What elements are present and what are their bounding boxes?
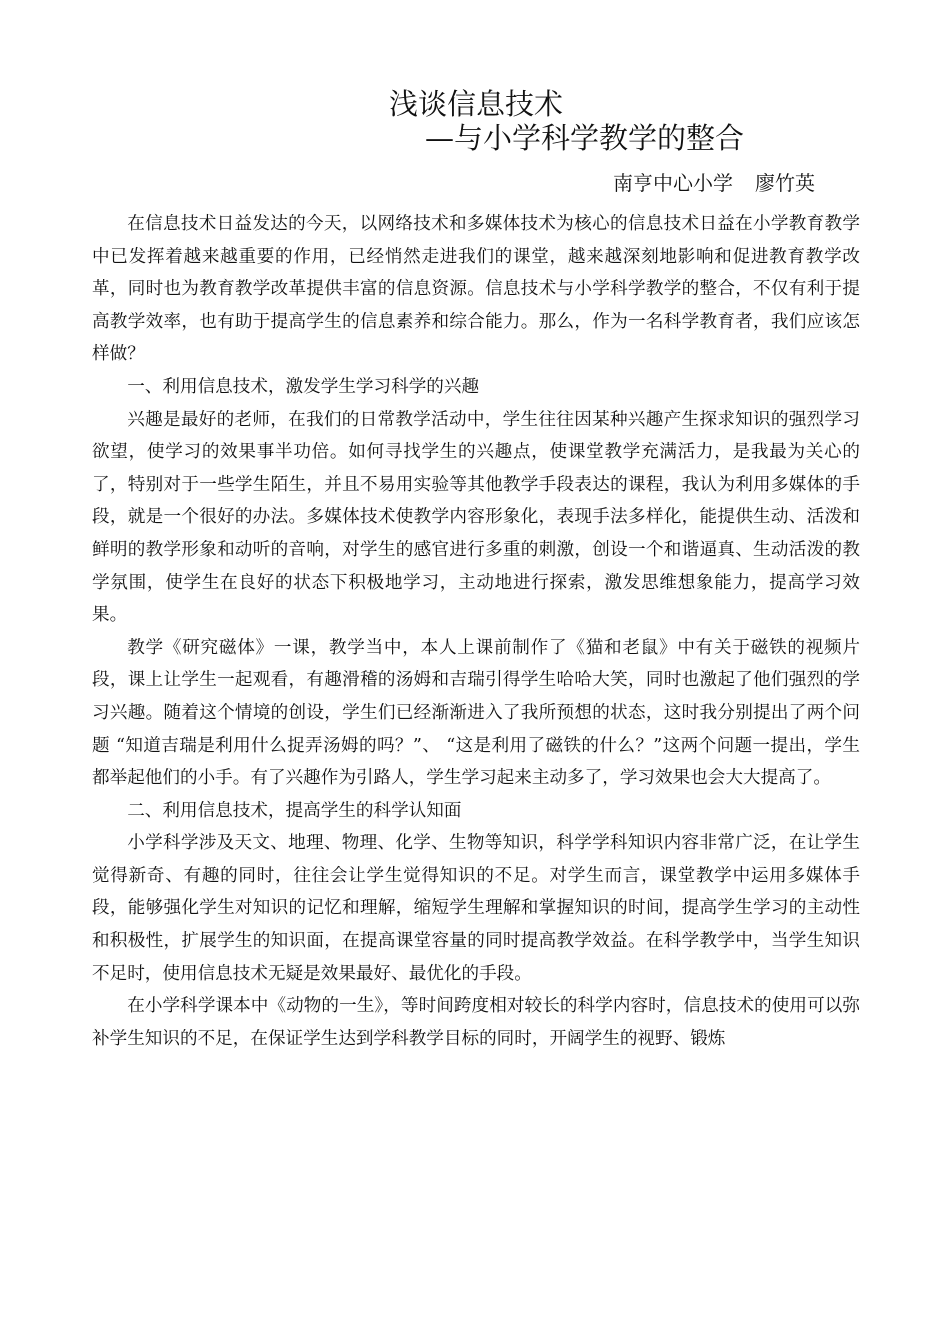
document-subtitle: —与小学科学教学的整合 — [425, 121, 745, 155]
author-name: 廖竹英 — [755, 171, 815, 195]
document-title: 浅谈信息技术 — [389, 87, 564, 121]
body-paragraph: 兴趣是最好的老师，在我们的日常教学活动中，学生往往因某种兴趣产生探求知识的强烈学习欲望，使学习的效果事半功倍。如何寻找学生的兴趣点，使课堂教学充满活力，是我最为关心的了，特别对于一些学生陌生，并且不易用实验等其他教学手段表达的课程，我认为利用多媒体的手段，就是一个很好的办法。多媒体技术使教学内容形象化，表现手法多样化，能提供生动、活泼和鲜明的教学形象和动听的音响，对学生的感官进行多重的刺激，创设一个和谐逼真、生动活泼的教学氛围，使学生在良好的状态下积极地学习，主动地进行探索，激发思维想象能力，提高学习效果。 — [92, 409, 860, 626]
document-body — [92, 208, 860, 1055]
body-paragraph: 小学科学涉及天文、地理、物理、化学、生物等知识，科学学科知识内容非常广泛，在让学生觉得新奇、有趣的同时，往往会让学生觉得知识的不足。对学生而言，课堂教学中运用多媒体手段，能够强化学生对知识的记忆和理解，缩短学生理解和掌握知识的时间，提高学生学习的主动性和积极性，扩展学生的知识面，在提高课堂容量的同时提高教学效益。在科学教学中，当学生知识不足时，使用信息技术无疑是效果最好、最优化的手段。 — [92, 833, 860, 984]
body-paragraph: 教学《研究磁体》一课，教学当中，本人上课前制作了《猫和老鼠》中有关于磁铁的视频片段，课上让学生一起观看，有趣滑稽的汤姆和吉瑞引得学生哈哈大笑，同时也激起了他们强烈的学习兴趣。随着这个情境的创设，学生们已经渐渐进入了我所预想的状态，这时我分别提出了两个问题 “知道吉瑞是利用什么捉弄汤姆的吗？”、 “这是利用了磁铁的什么？”这两个问题一提出，学生都举起他们的小手。有了兴趣作为引路人，学生学习起来主动多了，学习效果也会大大提高了。 — [92, 637, 860, 789]
section-heading-2: 二、利用信息技术，提高学生的科学认知面 — [127, 800, 462, 821]
section-heading-1: 一、利用信息技术，激发学生学习科学的兴趣 — [127, 376, 480, 397]
author-school: 南亨中心小学 — [613, 171, 733, 195]
intro-paragraph: 在信息技术日益发达的今天，以网络技术和多媒体技术为核心的信息技术日益在小学教育教学中已发挥着越来越重要的作用，已经悄然走进我们的课堂，越来越深刻地影响和促进教育教学改革，同时也为教育教学改革提供丰富的信息资源。信息技术与小学科学教学的整合，不仅有利于提高教学效率，也有助于提高学生的信息素养和综合能力。那么，作为一名科学教育者，我们应该怎样做？ — [92, 214, 860, 365]
author-line — [613, 168, 815, 198]
body-paragraph: 在小学科学课本中《动物的一生》，等时间跨度相对较长的科学内容时，信息技术的使用可以弥补学生知识的不足，在保证学生达到学科教学目标的同时，开阔学生的视野、锻炼 — [92, 996, 860, 1049]
